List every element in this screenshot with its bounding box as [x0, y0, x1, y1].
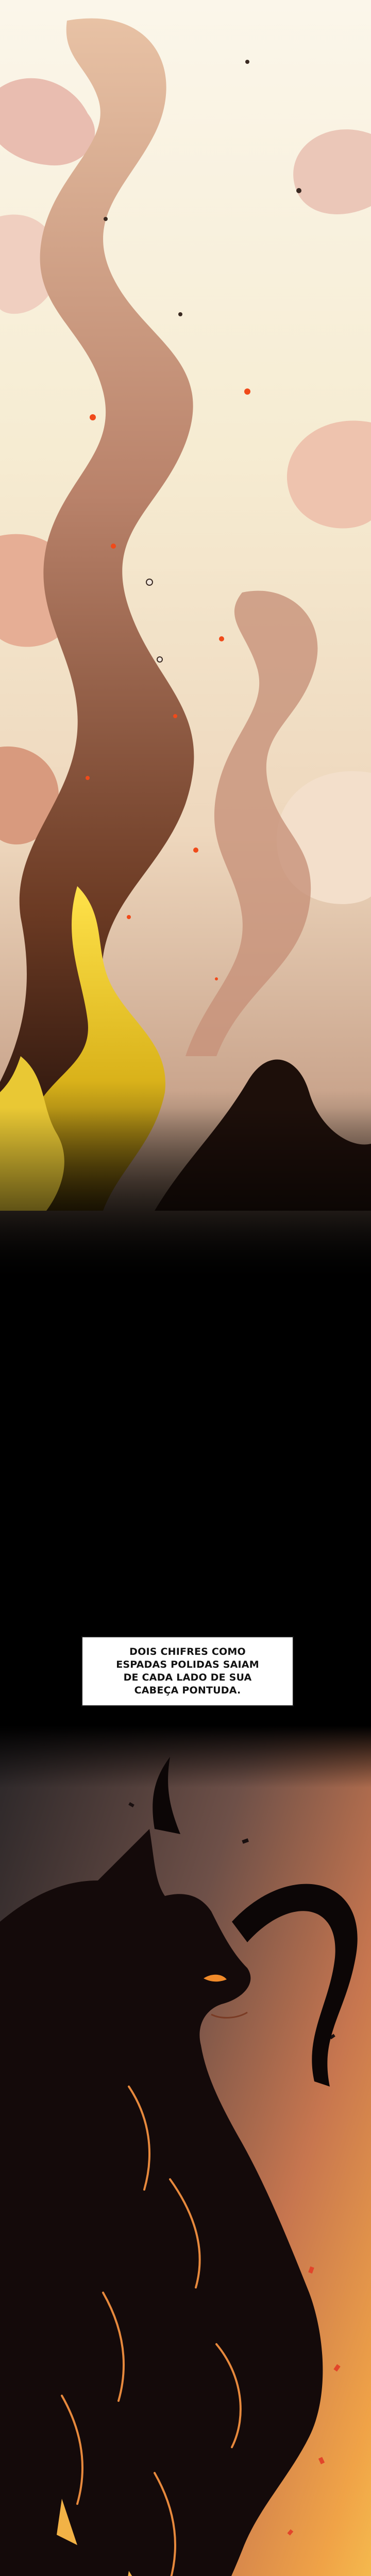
dragon-panel: [0, 1726, 371, 2576]
caption-line: ESPADAS POLIDAS SAIAM: [116, 1659, 259, 1670]
smoke-sky-illustration: [0, 0, 371, 1283]
caption-box-horns: [82, 1637, 293, 1705]
caption-line: DE CADA LADO DE SUA: [123, 1672, 252, 1683]
caption-line: CABEÇA PONTUDA.: [134, 1685, 241, 1696]
black-dragon-illustration: [0, 1726, 371, 2576]
smoke-sky-panel: [0, 0, 371, 1283]
caption-line: DOIS CHIFRES COMO: [129, 1646, 246, 1657]
